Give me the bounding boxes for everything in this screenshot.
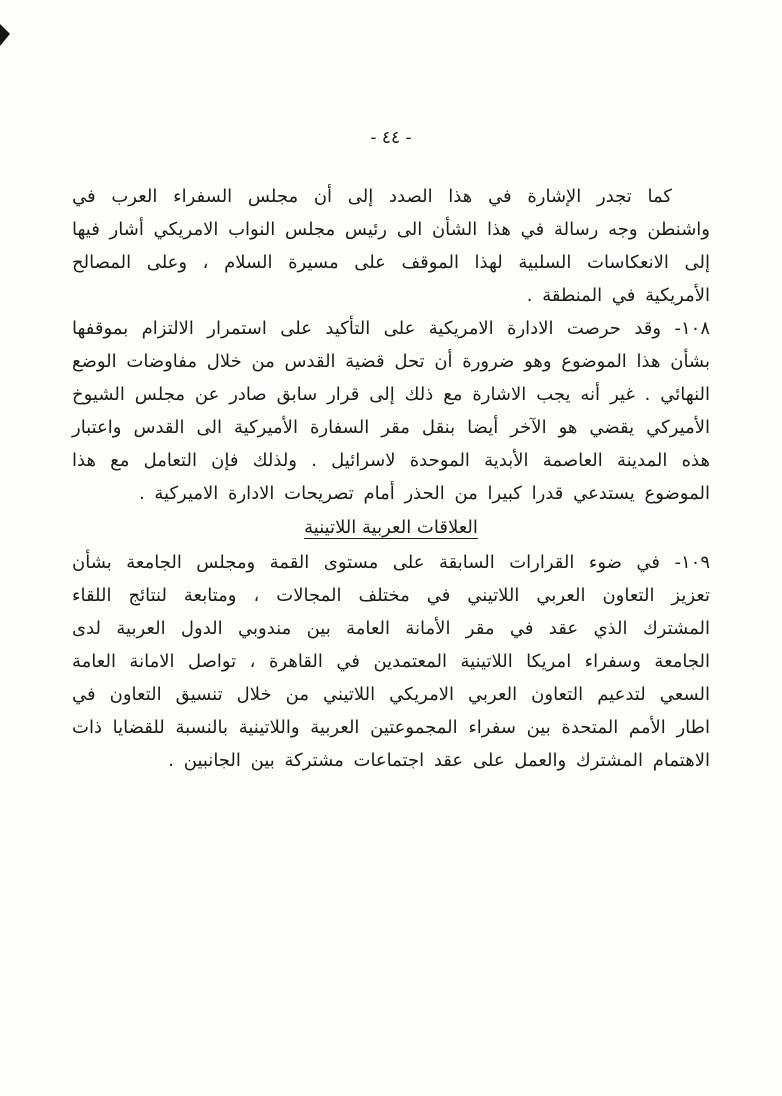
paragraph-intro: كما تجدر الإشارة في هذا الصدد إلى أن مجلس السفراء العرب في واشنطن وجه رسالة في هذا الشأن الى رئيس مجلس النواب الامريكي أشار فيها إلى الانعكاسات السلبية لهذا الموقف على مسيرة السلام ، وعلى المصالح الأمريكية في المنطقة . <box>72 186 710 306</box>
section-heading <box>72 510 710 546</box>
page-number: - ٤٤ - <box>370 128 412 148</box>
paragraph-108: ١٠٨- وقد حرصت الادارة الامريكية على التأكيد على استمرار الالتزام بموقفها بشأن هذا الموضوع وهو ضرورة أن تحل قضية القدس من خلال مفاوضات الوضع النهائي . غير أنه يجب الاشارة مع ذلك إلى قرار سابق صادر عن مجلس الشيوخ الأميركي يقضي هو الآخر أيضا بنقل مقر السفارة الأميركية الى القدس واعتبار هذه المدينة العاصمة الأبدية الموحدة لاسرائيل . ولذلك فإن التعامل مع هذا الموضوع يستدعي قدرا كبيرا من الحذر أمام تصريحات الادارة الاميركية . <box>72 318 710 504</box>
document-body <box>72 180 710 777</box>
paragraph-109: ١٠٩- في ضوء القرارات السابقة على مستوى القمة ومجلس الجامعة بشأن تعزيز التعاون العربي اللاتيني في مختلف المجالات ، ومتابعة لنتائج اللقاء المشترك الذي عقد في مقر الأمانة العامة بين مندوبي الدول العربية لدى الجامعة وسفراء امريكا اللاتينية المعتمدين في القاهرة ، تواصل الامانة العامة السعي لتدعيم التعاون العربي الامريكي اللاتيني من خلال تنسيق التعاون في اطار الأمم المتحدة بين سفراء المجموعتين العربية واللاتينية بالنسبة للقضايا ذات الاهتمام المشترك والعمل على عقد اجتماعات مشتركة بين الجانبين . <box>72 552 710 771</box>
section-heading-text: العلاقات العربية اللاتينية <box>304 517 478 538</box>
